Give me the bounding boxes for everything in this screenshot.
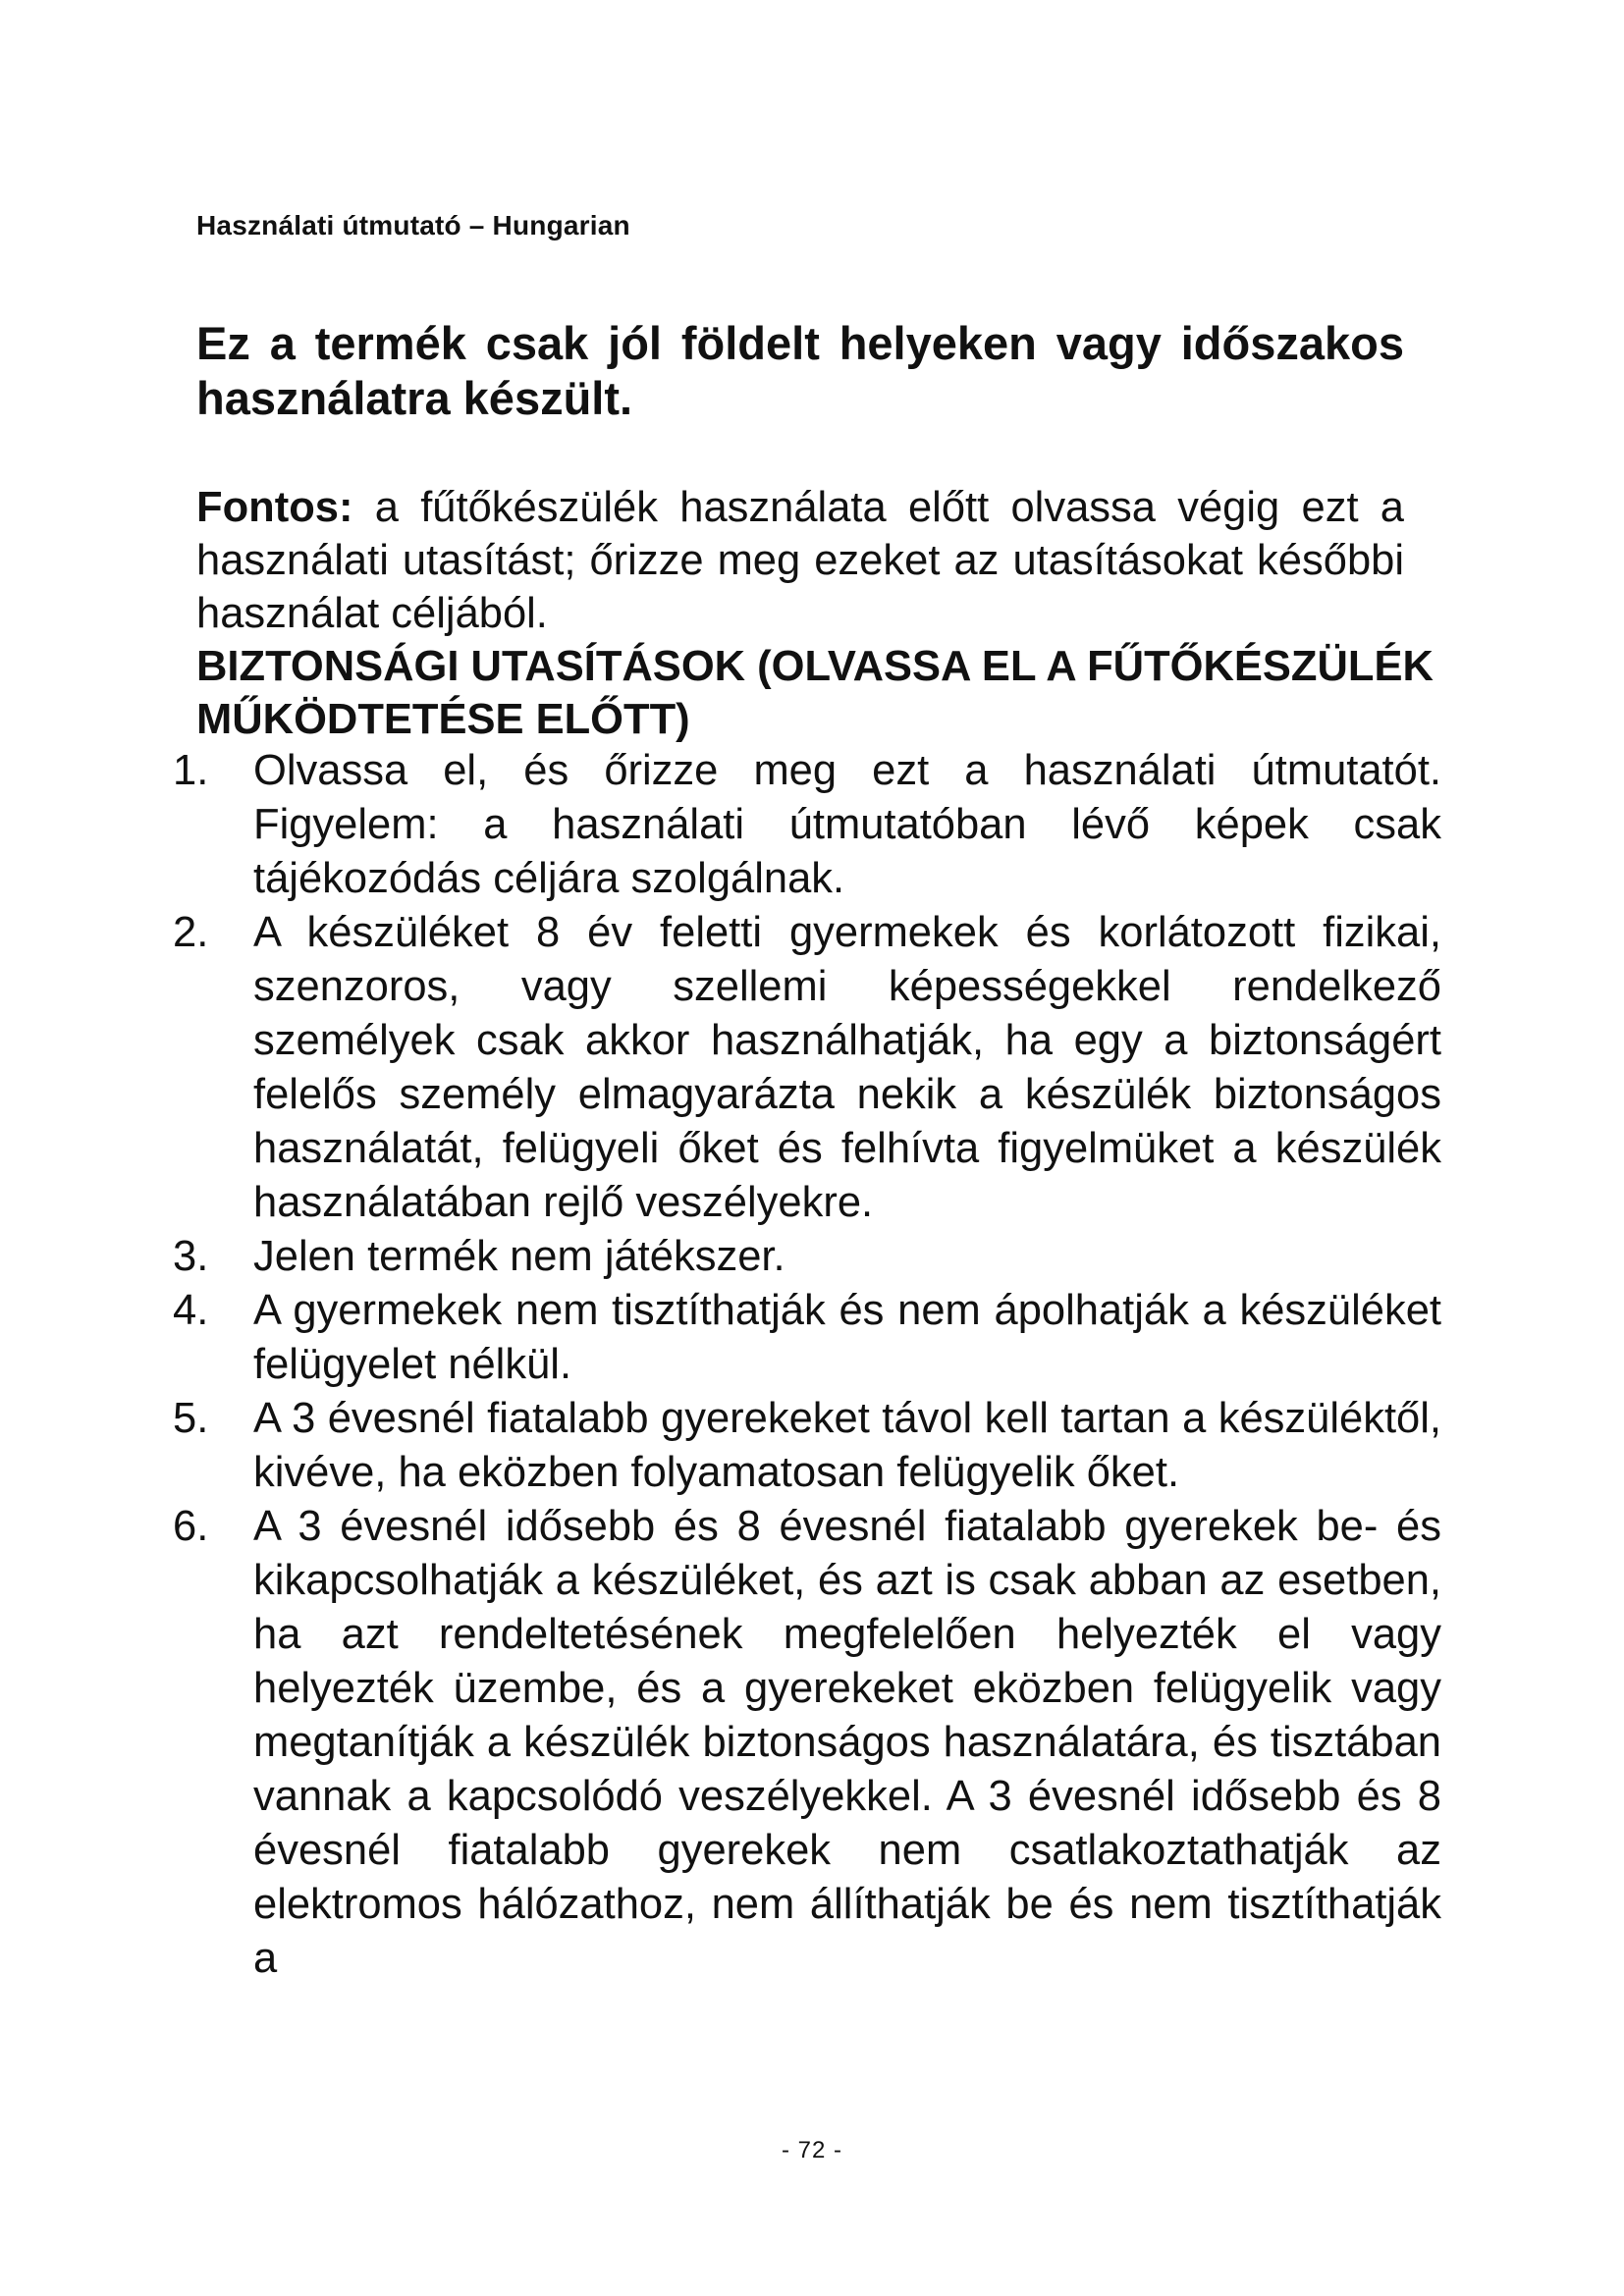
list-item-number: 5. bbox=[173, 1395, 209, 1442]
list-item-text: Jelen termék nem játékszer. bbox=[253, 1233, 785, 1280]
running-header: Használati útmutató – Hungarian bbox=[196, 210, 630, 240]
list-item-text: Olvassa el, és őrizze meg ezt a használati útmutatót. Figyelem: a használati útmutatóban lévő képek csak tájékozódás céljára szolgálnak. bbox=[253, 747, 1441, 902]
important-text: a fűtőkészülék használata előtt olvassa végig ezt a használati utasítást; őrizze meg ezeket az utasításokat későbbi használat céljából. bbox=[196, 484, 1404, 637]
list-item-number: 2. bbox=[173, 909, 209, 956]
list-item bbox=[0, 1392, 1624, 1500]
list-item-text: A 3 évesnél fiatalabb gyerekeket távol kell tartan a készüléktől, kivéve, ha eközben folyamatosan felügyelik őket. bbox=[253, 1395, 1441, 1496]
list-item-number: 3. bbox=[173, 1233, 209, 1280]
list-item bbox=[0, 1284, 1624, 1392]
list-item-number: 4. bbox=[173, 1287, 209, 1334]
important-label: Fontos: bbox=[196, 484, 353, 531]
list-item-text: A gyermekek nem tisztíthatják és nem ápolhatják a készüléket felügyelet nélkül. bbox=[253, 1287, 1441, 1388]
list-item bbox=[0, 1500, 1624, 1986]
list-item-text: A 3 évesnél idősebb és 8 évesnél fiatalabb gyerekek be- és kikapcsolhatják a készüléket, és azt is csak abban az esetben, ha azt rendeltetésének megfelelően helyezték el vagy helyezték üzembe, és a gyerekeket eközben felügyelik vagy megtanítják a készülék biztonságos használatára, és tisztában vannak a kapcsolódó veszélyekkel. A 3 évesnél idősebb és 8 évesnél fiatalabb gyerekek nem csatlakoztathatják az elektromos hálózathoz, nem állíthatják be és nem tisztíthatják a bbox=[253, 1503, 1441, 1982]
list-item bbox=[0, 744, 1624, 906]
list-item-text: A készüléket 8 év feletti gyermekek és korlátozott fizikai, szenzoros, vagy szellemi képességekkel rendelkező személyek csak akkor használhatják, ha egy a biztonságért felelős személy elmagyarázta nekik a készülék biztonságos használatát, felügyeli őket és felhívta figyelmüket a készülék használatában rejlő veszélyekre. bbox=[253, 909, 1441, 1226]
important-notice bbox=[196, 481, 1404, 640]
page-number: - 72 - bbox=[781, 2137, 842, 2163]
safety-instructions-list bbox=[0, 744, 1624, 1986]
list-item-number: 6. bbox=[173, 1503, 209, 1550]
list-item bbox=[0, 1230, 1624, 1284]
intro-statement: Ez a termék csak jól földelt helyeken vagy időszakos használatra készült. bbox=[196, 317, 1404, 424]
safety-instructions-heading: BIZTONSÁGI UTASÍTÁSOK (OLVASSA EL A FŰTŐKÉSZÜLÉK MŰKÖDTETÉSE ELŐTT) bbox=[196, 643, 1434, 743]
list-item-number: 1. bbox=[173, 747, 209, 794]
list-item bbox=[0, 906, 1624, 1230]
